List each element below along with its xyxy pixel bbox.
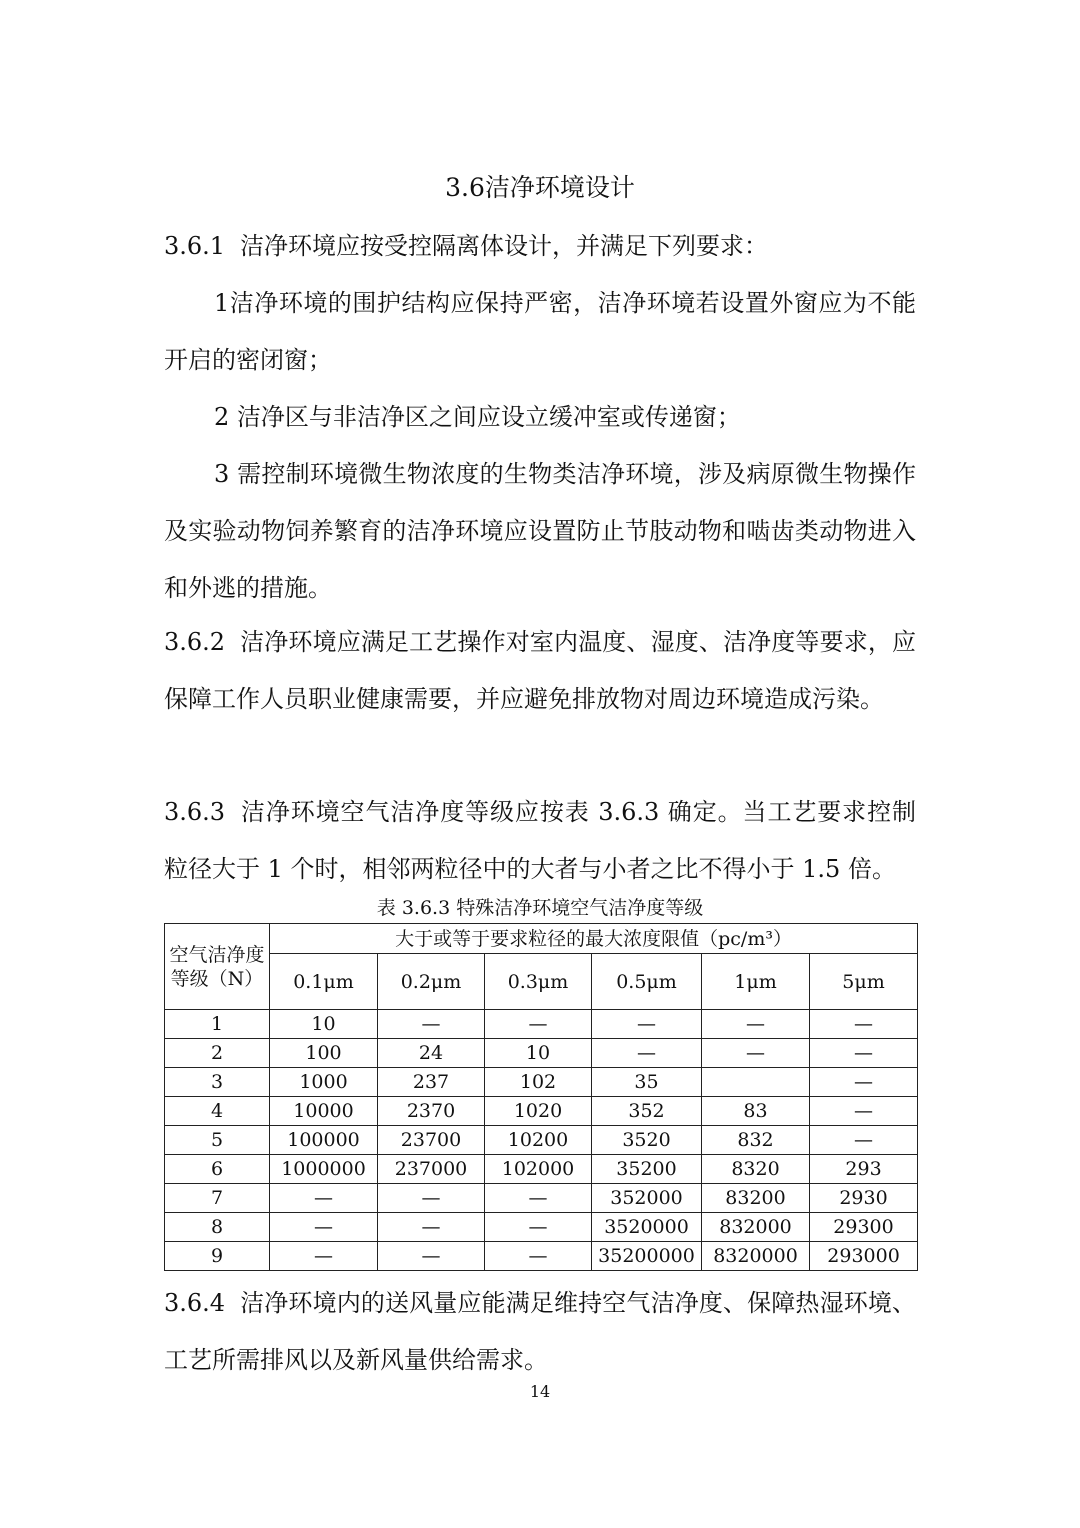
table-cell: — bbox=[810, 1068, 918, 1097]
table-cell: 35200000 bbox=[592, 1242, 702, 1271]
table-cell: — bbox=[270, 1242, 378, 1271]
table-cell: 102000 bbox=[485, 1155, 592, 1184]
table-cell: 1000 bbox=[270, 1068, 378, 1097]
table-cell: 10 bbox=[270, 1010, 378, 1039]
table-cell: — bbox=[485, 1213, 592, 1242]
clause-text: 洁净环境内的送风量应能满足维持空气洁净度、保障热湿环境、工艺所需排风以及新风量供给需求。 bbox=[164, 1289, 916, 1374]
table-cell: 293 bbox=[810, 1155, 918, 1184]
clause-text: 洁净环境应按受控隔离体设计，并满足下列要求： bbox=[240, 232, 768, 260]
table-cell bbox=[702, 1068, 810, 1097]
table-cell: — bbox=[592, 1039, 702, 1068]
table-caption: 表 3.6.3 特殊洁净环境空气洁净度等级 bbox=[376, 897, 704, 919]
table-cell: — bbox=[378, 1010, 485, 1039]
particle-size-header: 0.2μm bbox=[378, 954, 485, 1010]
grade-cell: 5 bbox=[165, 1126, 270, 1155]
table-cell: 83200 bbox=[702, 1184, 810, 1213]
clause-number: 3.6.2 bbox=[164, 628, 226, 656]
clause-3-6-1-item-3: 3 需控制环境微生物浓度的生物类洁净环境，涉及病原微生物操作及实验动物饲养繁育的洁净环境应设置防止节肢动物和啮齿类动物进入和外逃的措施。 bbox=[164, 460, 916, 602]
table-row bbox=[165, 1242, 918, 1271]
table-cell: 10 bbox=[485, 1039, 592, 1068]
grade-cell: 4 bbox=[165, 1097, 270, 1126]
clause-number: 3.6.1 bbox=[164, 232, 226, 260]
cleanliness-grade-table bbox=[164, 923, 918, 1271]
table-row bbox=[165, 1068, 918, 1097]
table-cell: 832 bbox=[702, 1126, 810, 1155]
clause-3-6-4 bbox=[164, 1275, 916, 1389]
table-row bbox=[165, 1097, 918, 1126]
table-cell: — bbox=[810, 1010, 918, 1039]
table-row bbox=[165, 1213, 918, 1242]
table-cell: 35200 bbox=[592, 1155, 702, 1184]
table-cell: 237 bbox=[378, 1068, 485, 1097]
table-cell: — bbox=[702, 1010, 810, 1039]
table-cell: 352 bbox=[592, 1097, 702, 1126]
clause-3-6-2 bbox=[164, 614, 916, 728]
table-cell: 832000 bbox=[702, 1213, 810, 1242]
table-cell: 29300 bbox=[810, 1213, 918, 1242]
table-cell: 3520 bbox=[592, 1126, 702, 1155]
table-cell: — bbox=[378, 1242, 485, 1271]
table-cell: 3520000 bbox=[592, 1213, 702, 1242]
table-row bbox=[165, 1010, 918, 1039]
table-cell: — bbox=[270, 1184, 378, 1213]
table-cell: — bbox=[270, 1213, 378, 1242]
grade-cell: 9 bbox=[165, 1242, 270, 1271]
table-cell: 83 bbox=[702, 1097, 810, 1126]
grade-cell: 2 bbox=[165, 1039, 270, 1068]
table-row bbox=[165, 1155, 918, 1184]
grade-cell: 8 bbox=[165, 1213, 270, 1242]
concentration-group-header: 大于或等于要求粒径的最大浓度限值（pc/m³） bbox=[270, 924, 918, 954]
particle-size-header-row bbox=[165, 954, 918, 1010]
table-cell: 102 bbox=[485, 1068, 592, 1097]
grade-cell: 3 bbox=[165, 1068, 270, 1097]
table-cell: 10200 bbox=[485, 1126, 592, 1155]
table-cell: — bbox=[592, 1010, 702, 1039]
table-cell: — bbox=[810, 1039, 918, 1068]
grade-cell: 7 bbox=[165, 1184, 270, 1213]
particle-size-header: 0.1μm bbox=[270, 954, 378, 1010]
table-cell: 237000 bbox=[378, 1155, 485, 1184]
table-cell: 1000000 bbox=[270, 1155, 378, 1184]
section-title: 3.6洁净环境设计 bbox=[445, 173, 635, 202]
table-cell: 100000 bbox=[270, 1126, 378, 1155]
table-cell: 23700 bbox=[378, 1126, 485, 1155]
clause-3-6-1-item-1: 1洁净环境的围护结构应保持严密，洁净环境若设置外窗应为不能开启的密闭窗； bbox=[164, 289, 916, 374]
table-cell: 8320000 bbox=[702, 1242, 810, 1271]
grade-cell: 6 bbox=[165, 1155, 270, 1184]
table-cell: 352000 bbox=[592, 1184, 702, 1213]
clause-text: 洁净环境应满足工艺操作对室内温度、湿度、洁净度等要求，应保障工作人员职业健康需要，并应避免排放物对周边环境造成污染。 bbox=[164, 628, 916, 713]
particle-size-header: 5μm bbox=[810, 954, 918, 1010]
table-cell: 2370 bbox=[378, 1097, 485, 1126]
particle-size-header: 0.3μm bbox=[485, 954, 592, 1010]
table-cell: 10000 bbox=[270, 1097, 378, 1126]
table-cell: — bbox=[485, 1184, 592, 1213]
clause-3-6-1 bbox=[164, 218, 916, 275]
table-cell: — bbox=[485, 1010, 592, 1039]
table-cell: 35 bbox=[592, 1068, 702, 1097]
table-cell: — bbox=[810, 1126, 918, 1155]
table-cell: — bbox=[810, 1097, 918, 1126]
table-cell: — bbox=[702, 1039, 810, 1068]
table-row bbox=[165, 1126, 918, 1155]
particle-size-header: 1μm bbox=[702, 954, 810, 1010]
clause-3-6-1-item-2: 2 洁净区与非洁净区之间应设立缓冲室或传递窗； bbox=[214, 403, 741, 431]
table-cell: 100 bbox=[270, 1039, 378, 1068]
table-cell: — bbox=[378, 1184, 485, 1213]
clause-number: 3.6.4 bbox=[164, 1289, 226, 1317]
particle-size-header: 0.5μm bbox=[592, 954, 702, 1010]
table-row bbox=[165, 1184, 918, 1213]
table-cell: 8320 bbox=[702, 1155, 810, 1184]
table-cell: 293000 bbox=[810, 1242, 918, 1271]
table-cell: 24 bbox=[378, 1039, 485, 1068]
table-header-row bbox=[165, 924, 918, 954]
grade-cell: 1 bbox=[165, 1010, 270, 1039]
table-cell: 2930 bbox=[810, 1184, 918, 1213]
table-cell: — bbox=[485, 1242, 592, 1271]
table-cell: — bbox=[378, 1213, 485, 1242]
clause-text: 洁净环境空气洁净度等级应按表 3.6.3 确定。当工艺要求控制粒径大于 1 个时，相邻两粒径中的大者与小者之比不得小于 1.5 倍。 bbox=[164, 798, 916, 883]
grade-column-header: 空气洁净度等级（N） bbox=[165, 924, 270, 1010]
clause-number: 3.6.3 bbox=[164, 798, 226, 826]
clause-3-6-3 bbox=[164, 784, 916, 898]
page-number: 14 bbox=[529, 1382, 551, 1401]
table-row bbox=[165, 1039, 918, 1068]
table-cell: 1020 bbox=[485, 1097, 592, 1126]
